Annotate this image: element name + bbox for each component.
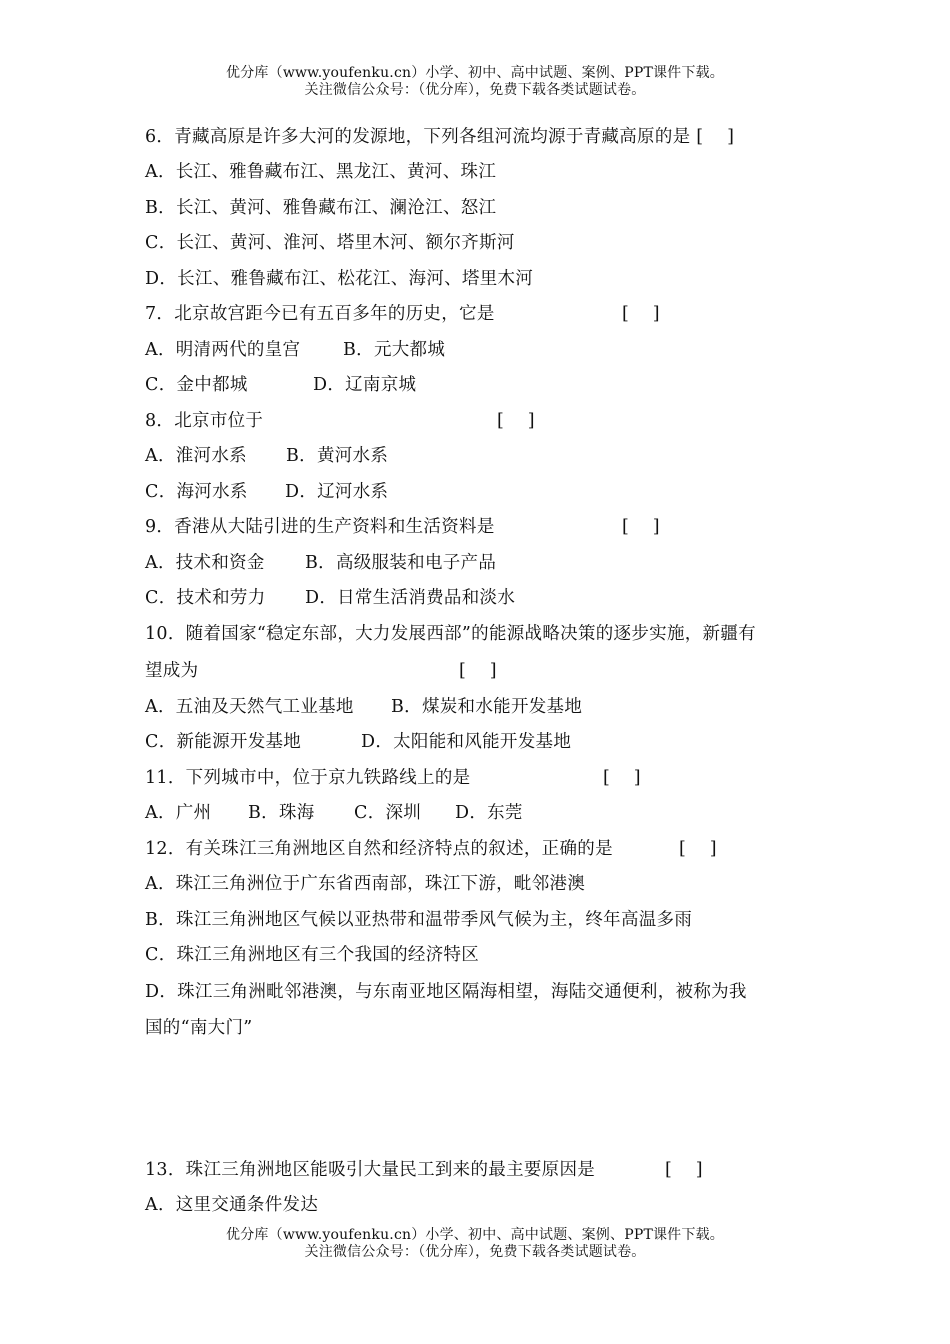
q7-option-a: A．明清两代的皇宫 — [145, 340, 301, 360]
q10-answer-bracket: [ ] — [459, 661, 497, 681]
q12-option-d-line-2: 国的“南大门” — [145, 1018, 253, 1038]
q6-option-a: A．长江、雅鲁藏布江、黑龙江、黄河、珠江 — [145, 162, 497, 182]
q7-option-c: C．金中都城 — [145, 375, 248, 395]
q12-option-d-line-1: D．珠江三角洲毗邻港澳，与东南亚地区隔海相望，海陆交通便利，被称为我 — [145, 982, 747, 1002]
q9-option-b: B．高级服装和电子产品 — [305, 553, 497, 573]
q12-answer-bracket: [ ] — [679, 839, 717, 859]
footer-line-2: 关注微信公众号：（优分库），免费下载各类试题试卷。 — [304, 1244, 646, 1260]
q12-option-b: B．珠江三角洲地区气候以亚热带和温带季风气候为主，终年高温多雨 — [145, 910, 693, 930]
q9-option-c: C．技术和劳力 — [145, 588, 266, 608]
q7-stem: 7．北京故宫距今已有五百多年的历史，它是 — [145, 304, 495, 324]
q8-answer-bracket: [ ] — [497, 411, 535, 431]
q8-option-c: C．海河水系 — [145, 482, 248, 502]
page-footer — [0, 1227, 950, 1261]
q12-stem: 12．有关珠江三角洲地区自然和经济特点的叙述，正确的是 — [145, 839, 613, 859]
q11-option-c: C．深圳 — [354, 803, 422, 823]
q8-option-d: D．辽河水系 — [285, 482, 389, 502]
q10-stem-line-1: 10．随着国家“稳定东部，大力发展西部”的能源战略决策的逐步实施，新疆有 — [145, 624, 756, 644]
q11-option-a: A．广州 — [145, 803, 212, 823]
q6-option-c: C．长江、黄河、淮河、塔里木河、额尔齐斯河 — [145, 233, 515, 253]
q7-option-d: D．辽南京城 — [313, 375, 417, 395]
header-line-2: 关注微信公众号：（优分库），免费下载各类试题试卷。 — [304, 82, 646, 98]
q10-option-a: A．五油及天然气工业基地 — [145, 697, 354, 717]
q6-option-b: B．长江、黄河、雅鲁藏布江、澜沧江、怒江 — [145, 198, 497, 218]
q9-stem: 9．香港从大陆引进的生产资料和生活资料是 — [145, 517, 495, 537]
q10-stem-line-2: 望成为 — [145, 661, 199, 681]
q6-option-d: D．长江、雅鲁藏布江、松花江、海河、塔里木河 — [145, 269, 534, 289]
q11-option-d: D．东莞 — [455, 803, 523, 823]
q13-answer-bracket: [ ] — [665, 1160, 703, 1180]
q11-answer-bracket: [ ] — [603, 768, 641, 788]
q8-option-a: A．淮河水系 — [145, 446, 247, 466]
q9-option-d: D．日常生活消费品和淡水 — [305, 588, 516, 608]
q12-option-a: A．珠江三角洲位于广东省西南部，珠江下游，毗邻港澳 — [145, 874, 586, 894]
q7-option-b: B．元大都城 — [343, 340, 446, 360]
q11-stem: 11．下列城市中，位于京九铁路线上的是 — [145, 768, 471, 788]
q6-stem: 6．青藏高原是许多大河的发源地，下列各组河流均源于青藏高原的是 [ ] — [145, 127, 735, 147]
q13-option-a: A．这里交通条件发达 — [145, 1195, 319, 1215]
q10-option-c: C．新能源开发基地 — [145, 732, 302, 752]
q7-answer-bracket: [ ] — [622, 304, 660, 324]
q8-option-b: B．黄河水系 — [286, 446, 389, 466]
q12-option-c: C．珠江三角洲地区有三个我国的经济特区 — [145, 945, 480, 965]
q10-option-b: B．煤炭和水能开发基地 — [391, 697, 583, 717]
page-header — [0, 65, 950, 99]
q13-stem: 13．珠江三角洲地区能吸引大量民工到来的最主要原因是 — [145, 1160, 596, 1180]
q9-option-a: A．技术和资金 — [145, 553, 265, 573]
q10-option-d: D．太阳能和风能开发基地 — [361, 732, 572, 752]
footer-line-1: 优分库（www.youfenku.cn）小学、初中、高中试题、案例、PPT课件下载。 — [226, 1227, 724, 1243]
q11-option-b: B．珠海 — [248, 803, 315, 823]
q9-answer-bracket: [ ] — [622, 517, 660, 537]
header-line-1: 优分库（www.youfenku.cn）小学、初中、高中试题、案例、PPT课件下载。 — [226, 65, 724, 81]
q8-stem: 8．北京市位于 — [145, 411, 264, 431]
